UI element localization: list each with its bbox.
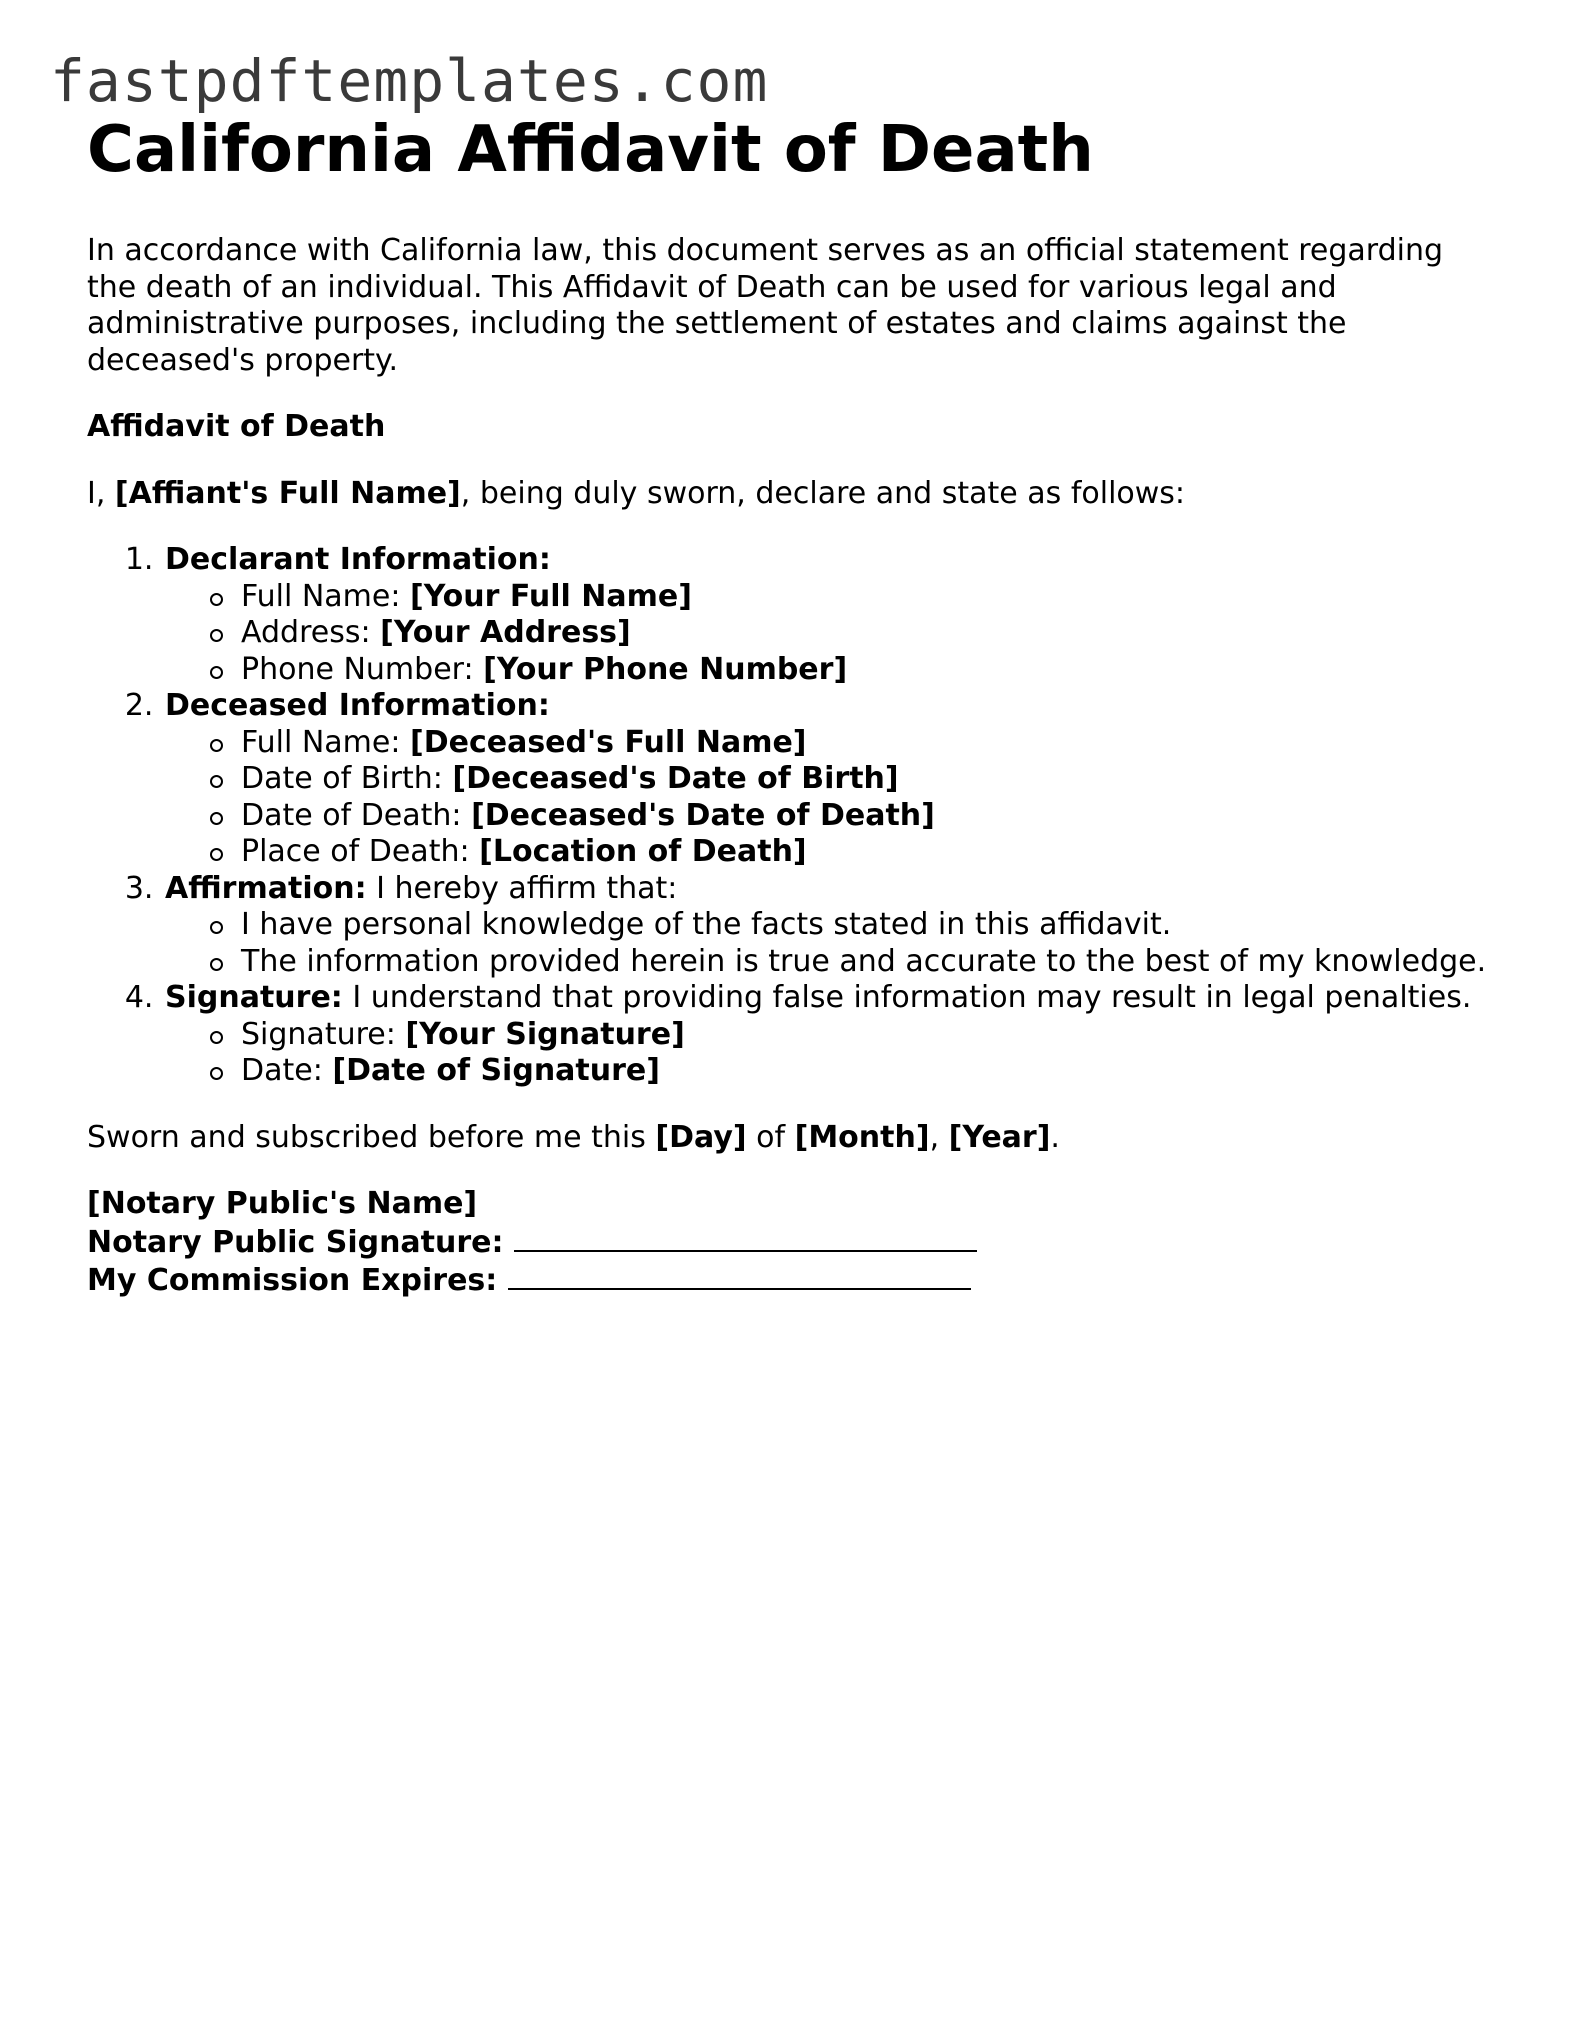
sub-item: Signature: [Your Signature]: [241, 1017, 1487, 1054]
notary-block: [87, 1186, 1487, 1300]
lead-statement: [87, 476, 1487, 513]
lead-suffix: , being duly sworn, declare and state as follows:: [460, 475, 1186, 511]
list-item: 4. Signature: I understand that providing false information may result in legal penalties. Signature: [Your Signature] Date: [Date of Signature]: [163, 980, 1487, 1090]
affiant-name-placeholder: [Affiant's Full Name]: [114, 475, 461, 511]
commission-blank[interactable]: [508, 1261, 971, 1290]
watermark: fastpdftemplates.com: [50, 47, 769, 115]
item-heading: Affirmation:: [165, 870, 367, 906]
item-heading: Deceased Information:: [165, 688, 550, 723]
page-title: California Affidavit of Death: [87, 113, 1094, 187]
lead-prefix: I,: [87, 475, 115, 511]
sub-list: [165, 579, 1487, 689]
notary-name: [Notary Public's Name]: [87, 1186, 478, 1221]
sub-item: I have personal knowledge of the facts stated in this affidavit.: [241, 907, 1487, 944]
section-heading: Affidavit of Death: [87, 409, 386, 444]
sub-item: Phone Number: [Your Phone Number]: [241, 652, 1487, 689]
item-heading: Signature:: [165, 980, 343, 1015]
list-item: 3. Affirmation: I hereby affirm that: I have personal knowledge of the facts stated in this affidavit. The information provided herein is true and accurate to the best of my knowledge.: [163, 871, 1487, 981]
sub-item: Place of Death: [Location of Death]: [241, 834, 1487, 871]
sub-item: Address: [Your Address]: [241, 615, 1487, 652]
sub-item: Full Name: [Your Full Name]: [241, 579, 1487, 616]
sub-item: Date of Death: [Deceased's Date of Death]: [241, 798, 1487, 835]
document-body: [87, 110, 1487, 1300]
sub-item: Date of Birth: [Deceased's Date of Birth]: [241, 761, 1487, 798]
affidavit-items: [87, 542, 1487, 1090]
commission-expires-line: My Commission Expires:: [87, 1261, 1487, 1300]
year-placeholder: [Year]: [948, 1119, 1051, 1155]
signature-blank[interactable]: [514, 1223, 977, 1252]
day-placeholder: [Day]: [655, 1119, 747, 1155]
sub-item: The information provided herein is true and accurate to the best of my knowledge.: [241, 943, 1487, 979]
sub-list: [165, 725, 1487, 871]
list-item: [163, 542, 1487, 688]
month-placeholder: [Month]: [794, 1119, 930, 1155]
list-item: [163, 688, 1487, 871]
notary-signature-line: Notary Public Signature:: [87, 1223, 1487, 1262]
sub-list: [165, 1017, 1487, 1090]
intro-paragraph: In accordance with California law, this document serves as an official statement regarding the death of an individual. This Affidavit of Death can be used for various legal and administrative purposes, including the settlement of estates and claims against the deceased's property.: [87, 233, 1444, 378]
sworn-statement: Sworn and subscribed before me this [Day] of [Month], [Year].: [87, 1119, 1060, 1155]
sub-item: Full Name: [Deceased's Full Name]: [241, 725, 1487, 762]
item-heading: Declarant Information:: [165, 542, 551, 577]
sub-item: Date: [Date of Signature]: [241, 1053, 1487, 1090]
sub-list: [165, 907, 1487, 980]
